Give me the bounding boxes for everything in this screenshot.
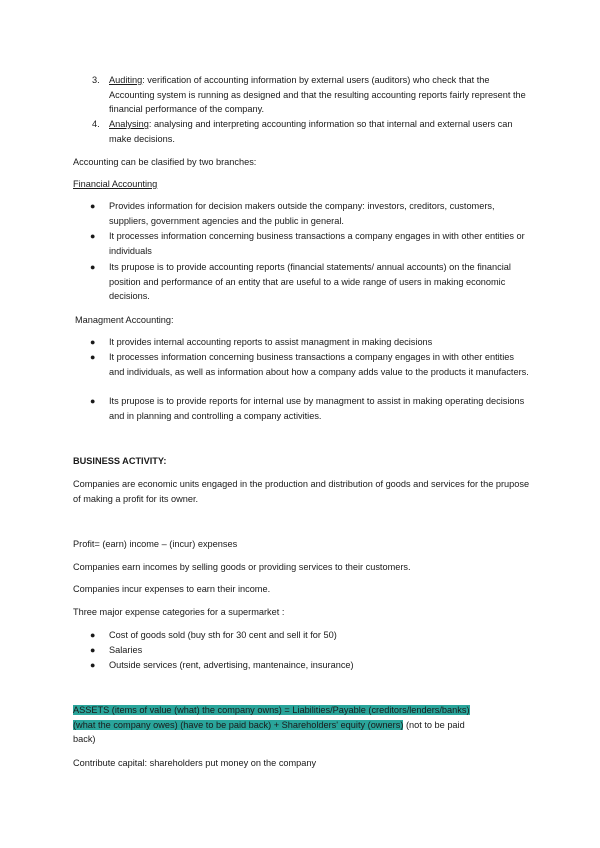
list-item: Outside services (rent, advertising, mantenaince, insurance)	[109, 660, 354, 670]
list-item: Cost of goods sold (buy sth for 30 cent and sell it for 50)	[109, 630, 337, 640]
financial-accounting-heading: Financial Accounting	[73, 179, 158, 189]
highlighted-text: ASSETS (items of value (what) the company owns) = Liabilities/Payable (creditors/lenders/banks)	[73, 705, 470, 715]
bullet-icon: ●	[90, 262, 96, 272]
term-auditing: Auditing	[109, 75, 143, 85]
bullet-icon: ●	[90, 201, 96, 211]
list-item: It processes information concerning business transactions a company engages in with other entities and individuals, as well as information about how a company adds value to the products it manufacters.	[109, 352, 529, 377]
list-item: Salaries	[109, 645, 143, 655]
three-categories-paragraph: Three major expense categories for a supermarket :	[73, 607, 285, 617]
bullet-icon: ●	[90, 630, 96, 640]
assets-equation	[73, 703, 528, 747]
bullet-icon: ●	[90, 396, 96, 406]
highlighted-text: (what the company owes) (have to be paid back) + Shareholders' equity (owners)	[73, 719, 404, 730]
profit-formula: Profit= (earn) income – (incur) expenses	[73, 539, 238, 549]
list-item	[109, 117, 529, 146]
list-item-text: : analysing and interpreting accounting information so that internal and external users can make decisions.	[109, 119, 513, 144]
assets-equation-end: back)	[73, 734, 96, 744]
list-item: It provides internal accounting reports to assist managment in making decisions	[109, 337, 433, 347]
list-item: It processes information concerning business transactions a company engages in with other entities or individuals	[109, 231, 525, 256]
earn-paragraph: Companies earn incomes by selling goods or providing services to their customers.	[73, 562, 411, 572]
list-item: Its prupose is to provide accounting reports (financial statements/ annual accounts) on the financial position and performance of an entity that are useful to a wide range of users in making economic decisions.	[109, 262, 511, 301]
list-item: Its prupose is to provide reports for internal use by managment to assist in making operating decisions and in planning and controlling a company activities.	[109, 396, 525, 421]
bullet-icon: ●	[90, 645, 96, 655]
list-number: 4.	[92, 119, 100, 129]
managment-accounting-heading: Managment Accounting:	[75, 315, 174, 325]
business-activity-heading: BUSINESS ACTIVITY:	[73, 456, 167, 466]
incur-paragraph: Companies incur expenses to earn their income.	[73, 584, 271, 594]
bullet-icon: ●	[90, 337, 96, 347]
bullet-icon: ●	[90, 231, 96, 241]
bullet-icon: ●	[90, 352, 96, 362]
list-number: 3.	[92, 75, 100, 85]
list-item-text: : verification of accounting information by external users (auditors) who check that the Accounting system is running as designed and that the resulting accounting reports fairly represent the financial performance of the company.	[109, 75, 526, 114]
list-item: Provides information for decision makers outside the company: investors, creditors, customers, suppliers, government agencies and the public in general.	[109, 201, 495, 226]
bullet-icon: ●	[90, 660, 96, 670]
list-item	[109, 73, 529, 117]
assets-equation-rest: (not to be paid	[403, 719, 465, 730]
contribute-capital-paragraph: Contribute capital: shareholders put money on the company	[73, 758, 317, 768]
intro-paragraph: Accounting can be clasified by two branches:	[73, 157, 257, 167]
business-definition: Companies are economic units engaged in the production and distribution of goods and services for the prupose of making a profit for its owner.	[73, 479, 530, 504]
term-analysing: Analysing	[109, 119, 149, 129]
